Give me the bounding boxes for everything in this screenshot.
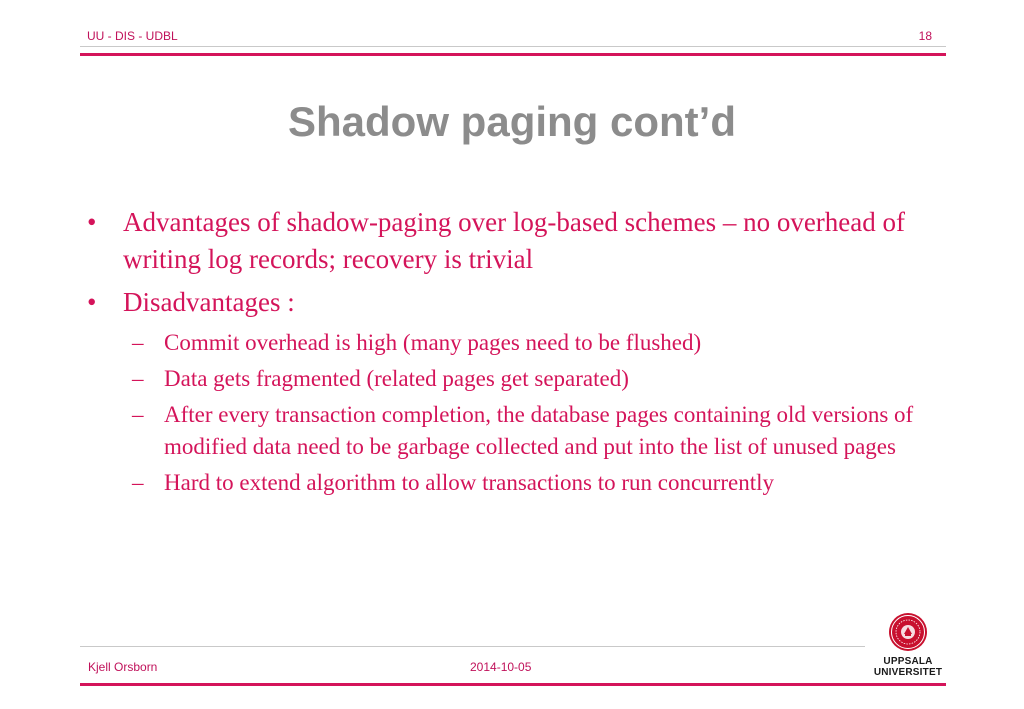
bullet-item: [87, 284, 927, 321]
sub-bullet-item: [87, 467, 927, 499]
footer-accent-rule: [80, 683, 946, 686]
footer-thin-rule: [80, 646, 865, 647]
sub-bullet-text: Data gets fragmented (related pages get separated): [164, 366, 629, 391]
uppsala-university-seal-icon: [888, 612, 928, 652]
university-logo: [868, 612, 948, 678]
dash-marker: –: [132, 366, 144, 391]
header-page-number: 18: [918, 29, 932, 43]
bullet-marker: •: [87, 287, 97, 317]
dash-marker: –: [132, 470, 144, 495]
sub-bullet-item: [87, 363, 927, 395]
bullet-item: [87, 204, 927, 278]
header-accent-rule: [80, 53, 946, 56]
logo-line-2: UNIVERSITET: [873, 667, 943, 678]
footer-author: Kjell Orsborn: [88, 660, 158, 674]
bullet-marker: •: [87, 207, 97, 237]
sub-bullet-text: After every transaction completion, the database pages containing old versions of modified data need to be garbage collected and put into the list of unused pages: [164, 402, 914, 459]
footer-date: 2014-10-05: [470, 660, 532, 674]
header-course-label: UU - DIS - UDBL: [87, 29, 178, 43]
sub-bullet-text: Commit overhead is high (many pages need to be flushed): [164, 330, 702, 355]
slide-content: [87, 204, 927, 503]
sub-bullet-text: Hard to extend algorithm to allow transactions to run concurrently: [164, 470, 774, 495]
slide-title: Shadow paging cont’d: [288, 98, 736, 145]
dash-marker: –: [132, 330, 144, 355]
sub-bullet-item: [87, 399, 927, 463]
logo-wordmark: [868, 656, 948, 678]
header-thin-rule: [80, 46, 946, 47]
logo-line-1: UPPSALA: [883, 656, 933, 667]
bullet-text: Advantages of shadow-paging over log-based schemes – no overhead of writing log records; recovery is trivial: [123, 207, 906, 274]
sub-bullet-item: [87, 327, 927, 359]
bullet-text: Disadvantages :: [123, 287, 295, 317]
dash-marker: –: [132, 402, 144, 427]
